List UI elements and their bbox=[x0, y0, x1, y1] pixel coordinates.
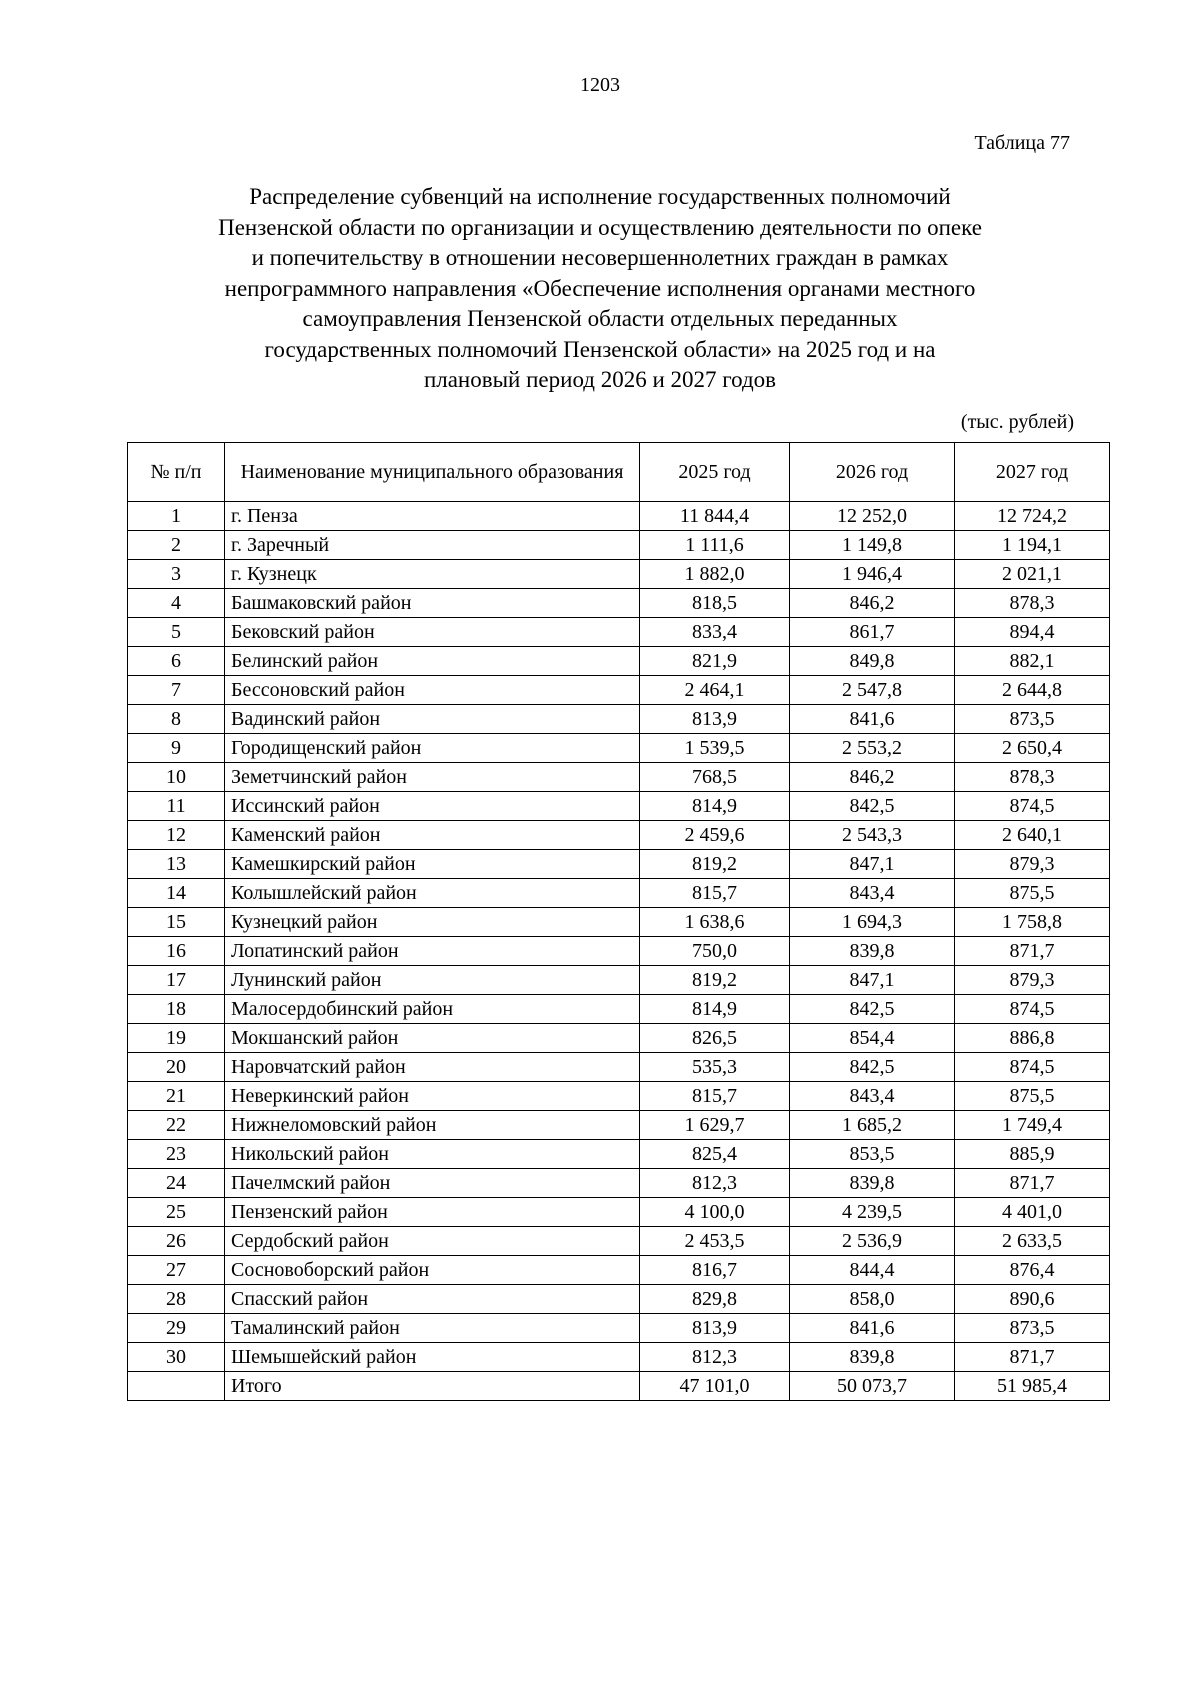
table-row bbox=[128, 1314, 1110, 1343]
title-line: непрограммного направления «Обеспечение исполнения органами местного bbox=[224, 275, 976, 301]
table-body bbox=[128, 502, 1110, 1401]
value-2027: 4 401,0 bbox=[955, 1198, 1110, 1227]
row-number: 21 bbox=[128, 1082, 225, 1111]
row-number: 5 bbox=[128, 618, 225, 647]
value-2025: 833,4 bbox=[640, 618, 790, 647]
row-number: 11 bbox=[128, 792, 225, 821]
municipality-name: Пачелмский район bbox=[225, 1169, 640, 1198]
row-number: 16 bbox=[128, 937, 225, 966]
page-number: 1203 bbox=[580, 74, 620, 96]
municipality-name: г. Пенза bbox=[225, 502, 640, 531]
header-2027: 2027 год bbox=[955, 443, 1110, 502]
municipality-name: Земетчинский район bbox=[225, 763, 640, 792]
title-line: государственных полномочий Пензенской области» на 2025 год и на bbox=[264, 336, 936, 362]
value-2027: 2 633,5 bbox=[955, 1227, 1110, 1256]
value-2026: 846,2 bbox=[790, 763, 955, 792]
value-2027: 875,5 bbox=[955, 1082, 1110, 1111]
table-row bbox=[128, 531, 1110, 560]
row-number: 30 bbox=[128, 1343, 225, 1372]
value-2025: 825,4 bbox=[640, 1140, 790, 1169]
value-2025: 4 100,0 bbox=[640, 1198, 790, 1227]
value-2027: 1 758,8 bbox=[955, 908, 1110, 937]
municipality-name: Бессоновский район bbox=[225, 676, 640, 705]
municipality-name: Колышлейский район bbox=[225, 879, 640, 908]
municipality-name: Каменский район bbox=[225, 821, 640, 850]
title-line: плановый период 2026 и 2027 годов bbox=[423, 367, 777, 392]
municipality-name: Лунинский район bbox=[225, 966, 640, 995]
table-row bbox=[128, 1285, 1110, 1314]
row-number: 7 bbox=[128, 676, 225, 705]
value-2027: 876,4 bbox=[955, 1256, 1110, 1285]
value-2025: 1 638,6 bbox=[640, 908, 790, 937]
title-line: самоуправления Пензенской области отдельных переданных bbox=[302, 306, 898, 331]
row-number: 19 bbox=[128, 1024, 225, 1053]
table-row bbox=[128, 821, 1110, 850]
total-row bbox=[128, 1372, 1110, 1401]
value-2025: 815,7 bbox=[640, 879, 790, 908]
value-2025: 826,5 bbox=[640, 1024, 790, 1053]
table-row bbox=[128, 1169, 1110, 1198]
value-2025: 812,3 bbox=[640, 1169, 790, 1198]
municipality-name: Бековский район bbox=[225, 618, 640, 647]
table-row bbox=[128, 879, 1110, 908]
value-2027: 2 644,8 bbox=[955, 676, 1110, 705]
municipality-name: Спасский район bbox=[225, 1285, 640, 1314]
row-number bbox=[128, 1372, 225, 1401]
value-2027: 886,8 bbox=[955, 1024, 1110, 1053]
value-2025: 750,0 bbox=[640, 937, 790, 966]
value-2026: 1 149,8 bbox=[790, 531, 955, 560]
municipality-name: Наровчатский район bbox=[225, 1053, 640, 1082]
table-row bbox=[128, 1343, 1110, 1372]
value-2026: 1 685,2 bbox=[790, 1111, 955, 1140]
table-row bbox=[128, 937, 1110, 966]
row-number: 13 bbox=[128, 850, 225, 879]
municipality-name: Нижнеломовский район bbox=[225, 1111, 640, 1140]
row-number: 27 bbox=[128, 1256, 225, 1285]
row-number: 4 bbox=[128, 589, 225, 618]
value-2027: 875,5 bbox=[955, 879, 1110, 908]
value-2027: 871,7 bbox=[955, 1169, 1110, 1198]
value-2027: 890,6 bbox=[955, 1285, 1110, 1314]
row-number: 6 bbox=[128, 647, 225, 676]
value-2027: 2 650,4 bbox=[955, 734, 1110, 763]
value-2025: 2 459,6 bbox=[640, 821, 790, 850]
table-row bbox=[128, 908, 1110, 937]
row-number: 20 bbox=[128, 1053, 225, 1082]
table-row bbox=[128, 502, 1110, 531]
municipality-name: Мокшанский район bbox=[225, 1024, 640, 1053]
row-number: 23 bbox=[128, 1140, 225, 1169]
value-2026: 861,7 bbox=[790, 618, 955, 647]
value-2027: 879,3 bbox=[955, 850, 1110, 879]
table-row bbox=[128, 676, 1110, 705]
value-2027: 871,7 bbox=[955, 1343, 1110, 1372]
row-number: 1 bbox=[128, 502, 225, 531]
value-2026: 847,1 bbox=[790, 850, 955, 879]
row-number: 22 bbox=[128, 1111, 225, 1140]
value-2025: 818,5 bbox=[640, 589, 790, 618]
title-line: Распределение субвенций на исполнение государственных полномочий bbox=[249, 184, 951, 209]
table-row bbox=[128, 1198, 1110, 1227]
row-number: 24 bbox=[128, 1169, 225, 1198]
value-2025: 829,8 bbox=[640, 1285, 790, 1314]
value-2025: 815,7 bbox=[640, 1082, 790, 1111]
value-2026: 12 252,0 bbox=[790, 502, 955, 531]
table-row bbox=[128, 647, 1110, 676]
value-2027: 874,5 bbox=[955, 995, 1110, 1024]
value-2025: 2 453,5 bbox=[640, 1227, 790, 1256]
value-2026: 842,5 bbox=[790, 1053, 955, 1082]
value-2027: 885,9 bbox=[955, 1140, 1110, 1169]
value-2025: 819,2 bbox=[640, 966, 790, 995]
units-label: (тыс. рублей) bbox=[960, 411, 1074, 433]
table-row bbox=[128, 1053, 1110, 1082]
row-number: 28 bbox=[128, 1285, 225, 1314]
row-number: 10 bbox=[128, 763, 225, 792]
value-2027: 894,4 bbox=[955, 618, 1110, 647]
row-number: 18 bbox=[128, 995, 225, 1024]
table-row bbox=[128, 705, 1110, 734]
table-row bbox=[128, 589, 1110, 618]
value-2027: 874,5 bbox=[955, 1053, 1110, 1082]
subvention-table bbox=[127, 442, 1110, 1401]
value-2027: 1 194,1 bbox=[955, 531, 1110, 560]
value-2025: 11 844,4 bbox=[640, 502, 790, 531]
row-number: 12 bbox=[128, 821, 225, 850]
municipality-name: Сосновоборский район bbox=[225, 1256, 640, 1285]
value-2025: 1 111,6 bbox=[640, 531, 790, 560]
value-2027: 1 749,4 bbox=[955, 1111, 1110, 1140]
table-label: Таблица 77 bbox=[974, 132, 1070, 154]
value-2026: 2 547,8 bbox=[790, 676, 955, 705]
title-line: Пензенской области по организации и осуществлению деятельности по опеке bbox=[218, 214, 982, 240]
title-line: и попечительству в отношении несовершеннолетних граждан в рамках bbox=[251, 245, 949, 270]
value-2027: 882,1 bbox=[955, 647, 1110, 676]
value-2027: 871,7 bbox=[955, 937, 1110, 966]
value-2026: 841,6 bbox=[790, 1314, 955, 1343]
municipality-name: Сердобский район bbox=[225, 1227, 640, 1256]
value-2027: 878,3 bbox=[955, 589, 1110, 618]
municipality-name: Итого bbox=[225, 1372, 640, 1401]
value-2027: 873,5 bbox=[955, 705, 1110, 734]
municipality-name: г. Кузнецк bbox=[225, 560, 640, 589]
value-2026: 2 536,9 bbox=[790, 1227, 955, 1256]
value-2027: 2 640,1 bbox=[955, 821, 1110, 850]
table-row bbox=[128, 734, 1110, 763]
municipality-name: Тамалинский район bbox=[225, 1314, 640, 1343]
municipality-name: г. Заречный bbox=[225, 531, 640, 560]
table-row bbox=[128, 850, 1110, 879]
row-number: 15 bbox=[128, 908, 225, 937]
row-number: 8 bbox=[128, 705, 225, 734]
municipality-name: Лопатинский район bbox=[225, 937, 640, 966]
value-2026: 839,8 bbox=[790, 1169, 955, 1198]
row-number: 26 bbox=[128, 1227, 225, 1256]
table-row bbox=[128, 995, 1110, 1024]
value-2026: 849,8 bbox=[790, 647, 955, 676]
value-2026: 841,6 bbox=[790, 705, 955, 734]
value-2025: 1 539,5 bbox=[640, 734, 790, 763]
value-2025: 814,9 bbox=[640, 995, 790, 1024]
value-2026: 50 073,7 bbox=[790, 1372, 955, 1401]
header-number: № п/п bbox=[128, 443, 225, 502]
value-2025: 814,9 bbox=[640, 792, 790, 821]
value-2025: 819,2 bbox=[640, 850, 790, 879]
table-row bbox=[128, 1082, 1110, 1111]
value-2027: 878,3 bbox=[955, 763, 1110, 792]
value-2026: 846,2 bbox=[790, 589, 955, 618]
value-2027: 873,5 bbox=[955, 1314, 1110, 1343]
table-row bbox=[128, 560, 1110, 589]
value-2026: 2 543,3 bbox=[790, 821, 955, 850]
value-2026: 842,5 bbox=[790, 792, 955, 821]
municipality-name: Городищенский район bbox=[225, 734, 640, 763]
row-number: 17 bbox=[128, 966, 225, 995]
municipality-name: Белинский район bbox=[225, 647, 640, 676]
value-2027: 2 021,1 bbox=[955, 560, 1110, 589]
value-2025: 1 882,0 bbox=[640, 560, 790, 589]
municipality-name: Малосердобинский район bbox=[225, 995, 640, 1024]
value-2025: 768,5 bbox=[640, 763, 790, 792]
value-2026: 843,4 bbox=[790, 1082, 955, 1111]
value-2026: 854,4 bbox=[790, 1024, 955, 1053]
value-2025: 535,3 bbox=[640, 1053, 790, 1082]
table-row bbox=[128, 1111, 1110, 1140]
row-number: 9 bbox=[128, 734, 225, 763]
header-2025: 2025 год bbox=[640, 443, 790, 502]
municipality-name: Иссинский район bbox=[225, 792, 640, 821]
value-2026: 4 239,5 bbox=[790, 1198, 955, 1227]
municipality-name: Пензенский район bbox=[225, 1198, 640, 1227]
row-number: 14 bbox=[128, 879, 225, 908]
value-2025: 821,9 bbox=[640, 647, 790, 676]
value-2025: 813,9 bbox=[640, 1314, 790, 1343]
value-2026: 843,4 bbox=[790, 879, 955, 908]
value-2026: 839,8 bbox=[790, 1343, 955, 1372]
value-2026: 842,5 bbox=[790, 995, 955, 1024]
header-municipality: Наименование муниципального образования bbox=[225, 443, 640, 502]
document-title bbox=[120, 182, 1080, 396]
value-2026: 853,5 bbox=[790, 1140, 955, 1169]
value-2027: 874,5 bbox=[955, 792, 1110, 821]
value-2025: 47 101,0 bbox=[640, 1372, 790, 1401]
value-2025: 816,7 bbox=[640, 1256, 790, 1285]
value-2025: 812,3 bbox=[640, 1343, 790, 1372]
table-row bbox=[128, 1024, 1110, 1053]
value-2026: 2 553,2 bbox=[790, 734, 955, 763]
municipality-name: Шемышейский район bbox=[225, 1343, 640, 1372]
row-number: 2 bbox=[128, 531, 225, 560]
value-2026: 839,8 bbox=[790, 937, 955, 966]
municipality-name: Камешкирский район bbox=[225, 850, 640, 879]
value-2025: 2 464,1 bbox=[640, 676, 790, 705]
row-number: 29 bbox=[128, 1314, 225, 1343]
municipality-name: Кузнецкий район bbox=[225, 908, 640, 937]
value-2026: 1 694,3 bbox=[790, 908, 955, 937]
table-row bbox=[128, 966, 1110, 995]
municipality-name: Башмаковский район bbox=[225, 589, 640, 618]
table-row bbox=[128, 792, 1110, 821]
value-2027: 879,3 bbox=[955, 966, 1110, 995]
table-row bbox=[128, 1140, 1110, 1169]
municipality-name: Вадинский район bbox=[225, 705, 640, 734]
municipality-name: Никольский район bbox=[225, 1140, 640, 1169]
row-number: 25 bbox=[128, 1198, 225, 1227]
header-2026: 2026 год bbox=[790, 443, 955, 502]
table-row bbox=[128, 1227, 1110, 1256]
table-row bbox=[128, 618, 1110, 647]
value-2025: 1 629,7 bbox=[640, 1111, 790, 1140]
value-2027: 51 985,4 bbox=[955, 1372, 1110, 1401]
table-header-row bbox=[128, 443, 1110, 502]
row-number: 3 bbox=[128, 560, 225, 589]
value-2025: 813,9 bbox=[640, 705, 790, 734]
value-2026: 847,1 bbox=[790, 966, 955, 995]
table-row bbox=[128, 763, 1110, 792]
table-row bbox=[128, 1256, 1110, 1285]
value-2026: 844,4 bbox=[790, 1256, 955, 1285]
value-2026: 858,0 bbox=[790, 1285, 955, 1314]
municipality-name: Неверкинский район bbox=[225, 1082, 640, 1111]
value-2027: 12 724,2 bbox=[955, 502, 1110, 531]
value-2026: 1 946,4 bbox=[790, 560, 955, 589]
